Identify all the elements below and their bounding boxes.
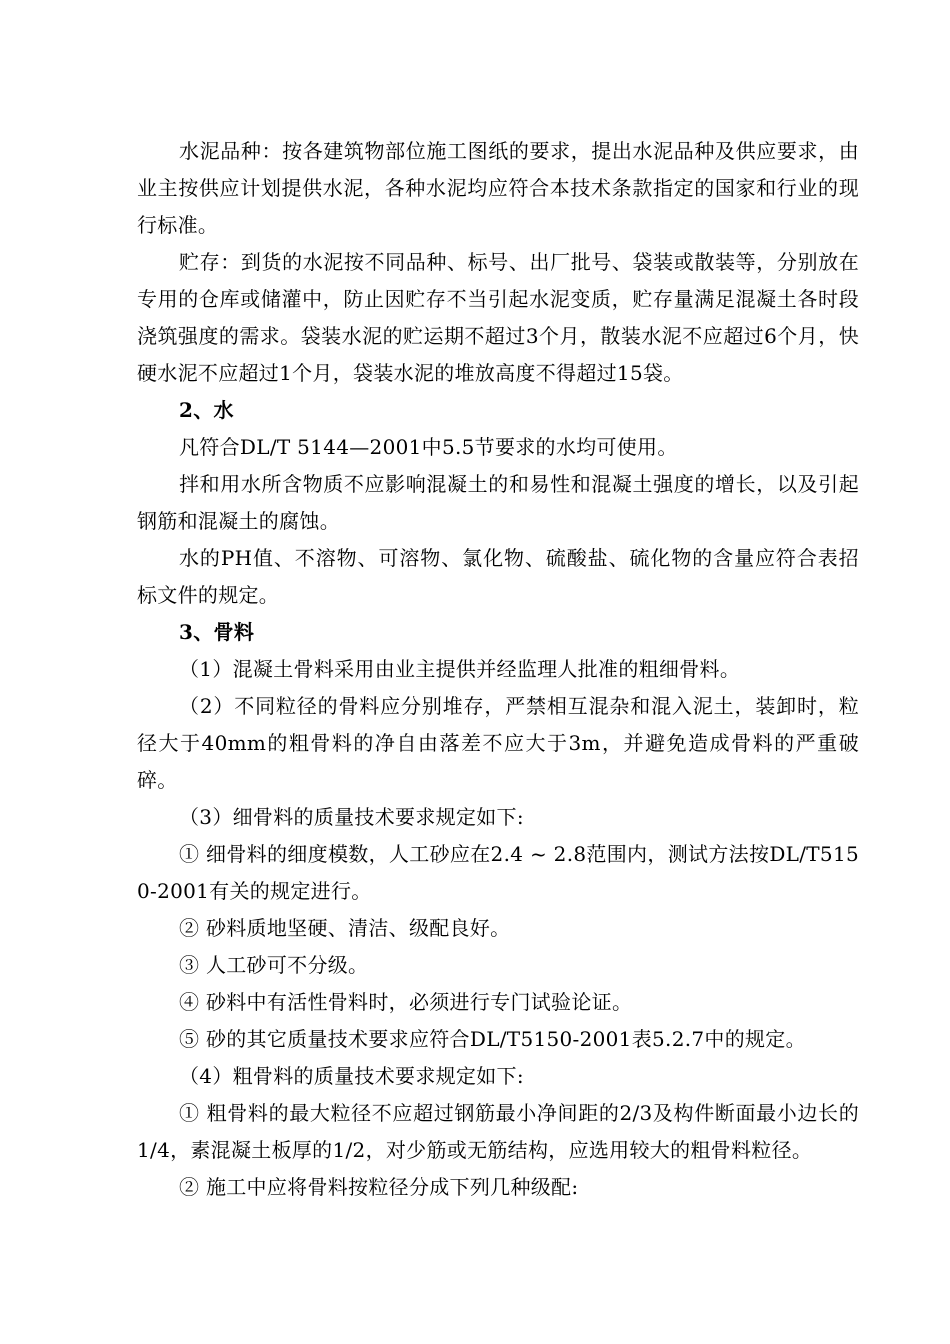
paragraph-water-standard: 凡符合DL/T 5144—2001中5.5节要求的水均可使用。 (179, 435, 678, 459)
list-item-fine-1: ① 细骨料的细度模数，人工砂应在2.4 ~ 2.8范围内，测试方法按DL/T5150-2001有关的规定进行。 (137, 842, 859, 903)
list-item-fine-2: ② 砂料质地坚硬、清洁、级配良好。 (179, 916, 511, 940)
list-item-coarse-2: ② 施工中应将骨料按粒径分成下列几种级配: (179, 1175, 579, 1199)
paragraph-cement-storage: 贮存：到货的水泥按不同品种、标号、出厂批号、袋装或散装等，分别放在专用的仓库或储灌中，防止因贮存不当引起水泥变质，贮存量满足混凝土各时段浇筑强度的需求。袋装水泥的贮运期不超过3个月，散装水泥不应超过6个月，快硬水泥不应超过1个月，袋装水泥的堆放高度不得超过15袋。 (137, 250, 859, 385)
section-heading-aggregate: 3、骨料 (179, 620, 255, 644)
list-item-coarse-1: ① 粗骨料的最大粒径不应超过钢筋最小净间距的2/3及构件断面最小边长的1/4，素混凝土板厚的1/2，对少筋或无筋结构，应选用较大的粗骨料粒径。 (137, 1101, 859, 1162)
paragraph-aggregate-4: （4）粗骨料的质量技术要求规定如下: (179, 1064, 524, 1088)
section-heading-water: 2、水 (179, 398, 234, 422)
paragraph-aggregate-3: （3）细骨料的质量技术要求规定如下: (179, 805, 524, 829)
list-item-fine-5: ⑤ 砂的其它质量技术要求应符合DL/T5150-2001表5.2.7中的规定。 (179, 1027, 806, 1051)
paragraph-water-substances: 拌和用水所含物质不应影响混凝土的和易性和混凝土强度的增长，以及引起钢筋和混凝土的腐蚀。 (137, 472, 859, 533)
list-item-fine-3: ③ 人工砂可不分级。 (179, 953, 369, 977)
paragraph-aggregate-1: （1）混凝土骨料采用由业主提供并经监理人批准的粗细骨料。 (179, 657, 741, 681)
document-body (137, 133, 859, 1206)
paragraph-cement-type: 水泥品种：按各建筑物部位施工图纸的要求，提出水泥品种及供应要求，由业主按供应计划提供水泥，各种水泥均应符合本技术条款指定的国家和行业的现行标准。 (137, 139, 859, 237)
paragraph-water-ph: 水的PH值、不溶物、可溶物、氯化物、硫酸盐、硫化物的含量应符合表招标文件的规定。 (137, 546, 859, 607)
paragraph-aggregate-2: （2）不同粒径的骨料应分别堆存，严禁相互混杂和混入泥土，装卸时，粒径大于40mm的粗骨料的净自由落差不应大于3m，并避免造成骨料的严重破碎。 (137, 694, 859, 792)
list-item-fine-4: ④ 砂料中有活性骨料时，必须进行专门试验论证。 (179, 990, 633, 1014)
